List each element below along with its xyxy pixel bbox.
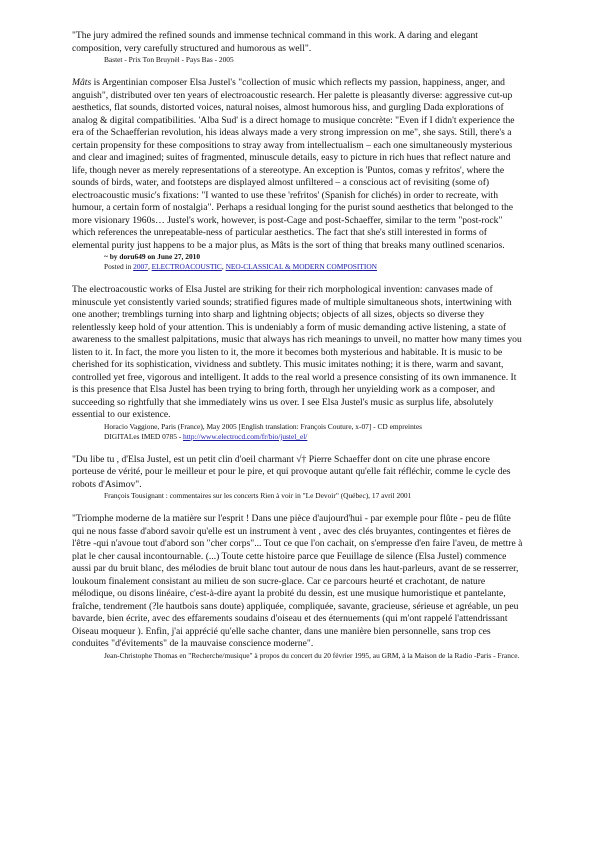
tousignant-citation: François Tousignant : commentaires sur les concerts Rien à voir in "Le Devoir" (Québec), 17 avril 2001 bbox=[104, 491, 412, 500]
category-link-electroacoustic[interactable]: ELECTROACOUSTIC bbox=[151, 262, 222, 271]
jury-quote-citation: Bastet - Prix Ton Bruynèl - Pays Bas - 2005 bbox=[104, 55, 234, 64]
album-title: Mâts bbox=[72, 77, 92, 88]
review-byline: ~ by doru649 on June 27, 2010 bbox=[104, 252, 201, 261]
tousignant-quote: "Du libe tu , d'Elsa Justel, est un petit clin d'oeil charmant √† Pierre Schaeffer dont on cite une phrase encore porteuse de vérité, pour le meilleur et pour le pire, et qui provoque autant qu'elle fait réfléchir, comme le cycle des robots d'Asimov". bbox=[72, 453, 511, 490]
vaggione-citation-line1: Horacio Vaggione, Paris (France), May 2005 [English translation: François Couture, x-07] - CD empreintes bbox=[104, 421, 423, 431]
vaggione-quote-block bbox=[72, 284, 524, 442]
category-link-2007[interactable]: 2007 bbox=[133, 262, 148, 271]
tousignant-quote-block bbox=[72, 454, 524, 502]
jury-quote-block bbox=[72, 30, 524, 65]
review-block bbox=[72, 77, 524, 272]
posted-in bbox=[72, 262, 524, 272]
posted-prefix: Posted in bbox=[104, 262, 134, 271]
review-body: is Argentinian composer Elsa Justel's "collection of music which reflects my passion, happiness, anger, and anguish", distributed over ten years of electroacoustic research. Her palette is pleasantly diverse: aggressive cut-up aesthetics, flat sounds, distorted voices, natural noises, almost humorous hiss, and gurgling Dada explorations of analog & digital compatibilities. 'Alba Sud' is a direct homage to musique concrète: "Even if I didn't experience the era of the Schaefferian revolution, his ideas always made a very strong impression on me", she says. Still, there's a certain propensity for these compositions to stray away from intellectualism – each one simultaneously mysterious and clear and imagined; suites of fragmented, minuscule details, easy to picture in rich hues that reflect nature and life, though never as merely representations of a stereotype. An exception is 'Puntos, comas y refritos', where the sounds of birds, water, and footsteps are displayed almost unfiltered – a conscious act of revisiting (some of) electroacoustic music's fixations: "I wanted to use these 'refritos' (Spanish for clichés) in order to recreate, with humour, a certain form of nostalgia". Perhaps a residual longing for the purist sound aesthetics that belonged to the more visionary 1960s… Justel's work, however, is post-Cage and post-Schaeffer, similar to the term "post-rock" which references the unrepeatable-ness of particular aesthetics. The fact that she's still interested in forms of elemental purity just happens to be a major plus, as Mâts is the sort of thing that breaks many outlined scenarios. bbox=[72, 77, 515, 251]
vaggione-citation-prefix: DIGITALes IMED 0785 - bbox=[104, 431, 184, 441]
review-text bbox=[72, 77, 524, 252]
thomas-quote: "Triomphe moderne de la matière sur l'esprit ! Dans une pièce d'aujourd'hui - par exemple pour flûte - peu de flûte qui ne nous fasse d'abord savoir qu'elle est un instrument à vent , avec des clés bruyantes, contingentes et fières de l'être -qui n'avoue tout d'abord son "cher corps"... Tout ce que l'on cachait, on s'empresse d'en faire l'aveu, de mettre à plat le cher causal incontournable. (...) Toute cette histoire parce que Feuillage de silence (Elsa Justel) commence aussi par du bruit blanc, des mélodies de bruit blanc tout autour de nous dans les haut-parleurs, avant de se resserrer, loukoum finalement consistant au milieu de son sucre-glace. Car ce parcours heurté et crachotant, de nature mélodique, ou disons linéaire, c'est-à-dire ayant la probité du dessin, est une musique humoristique et pantelante, fraîche, tendrement (?le hautbois sans doute) appliquée, compliquée, savante, gracieuse, sérieuse et agréable, un peu bavarde, bien écrite, avec des effarements soudains d'oiseau et des éternuements (qui m'ont rappelé l'attendrissant Oiseau moqueur ). Enfin, j'ai apprécié qu'elle sache chanter, dans une manière bien personnelle, sans trop ces conduites "d'évitements" de la mauvaise conscience moderne". bbox=[72, 513, 523, 649]
jury-quote: "The jury admired the refined sounds and immense technical command in this work. A daring and elegant composition, very carefully structured and humorous as well". bbox=[72, 30, 478, 54]
category-link-neo-classical[interactable]: NEO-CLASSICAL & MODERN COMPOSITION bbox=[225, 262, 378, 271]
category-separator: , bbox=[221, 262, 226, 271]
electrocd-link[interactable]: http://www.electrocd.com/fr/bio/justel_el/ bbox=[183, 431, 308, 441]
thomas-quote-block bbox=[72, 513, 524, 661]
thomas-citation: Jean-Christophe Thomas en "Recherche/musique" à propos du concert du 20 février 1995, au GRM, à la Maison de la Radio -Paris - France. bbox=[104, 650, 520, 660]
vaggione-quote: The electroacoustic works of Elsa Justel are striking for their rich morphological invention: canvases made of minuscule yet consistently varied sounds; stratified figures made of multiple simultaneous shots, intertwining with one another; tremblings turning into sharp and lightning objects; objects of all sizes, objects so diverse they relentlessly keep hold of your attention. This is undeniably a form of music demanding active listening, a state of awareness to the smallest palpitations, music that always has rich meanings to unveil, no matter how many times you listen to it. In fact, the more you listen to it, the more it becomes both mysterious and habitable. It is music to be cherished for its sophistication, vividness and subtlety. This music imitates nothing; it is there, warm and savant, controlled yet free, vigorous and intelligent. It adds to the real world a presence consisting of its own immanence. It is this presence that Elsa Justel has been trying to bring forth, through her unyielding work as a composer, and succeeding so rightfully that she immediately wins us over. I see Elsa Justel's music as surplus life, absolutely essential to our existence. bbox=[72, 284, 522, 420]
vaggione-citation-line2 bbox=[72, 432, 524, 442]
category-separator: , bbox=[147, 262, 152, 271]
document-page bbox=[72, 30, 524, 661]
